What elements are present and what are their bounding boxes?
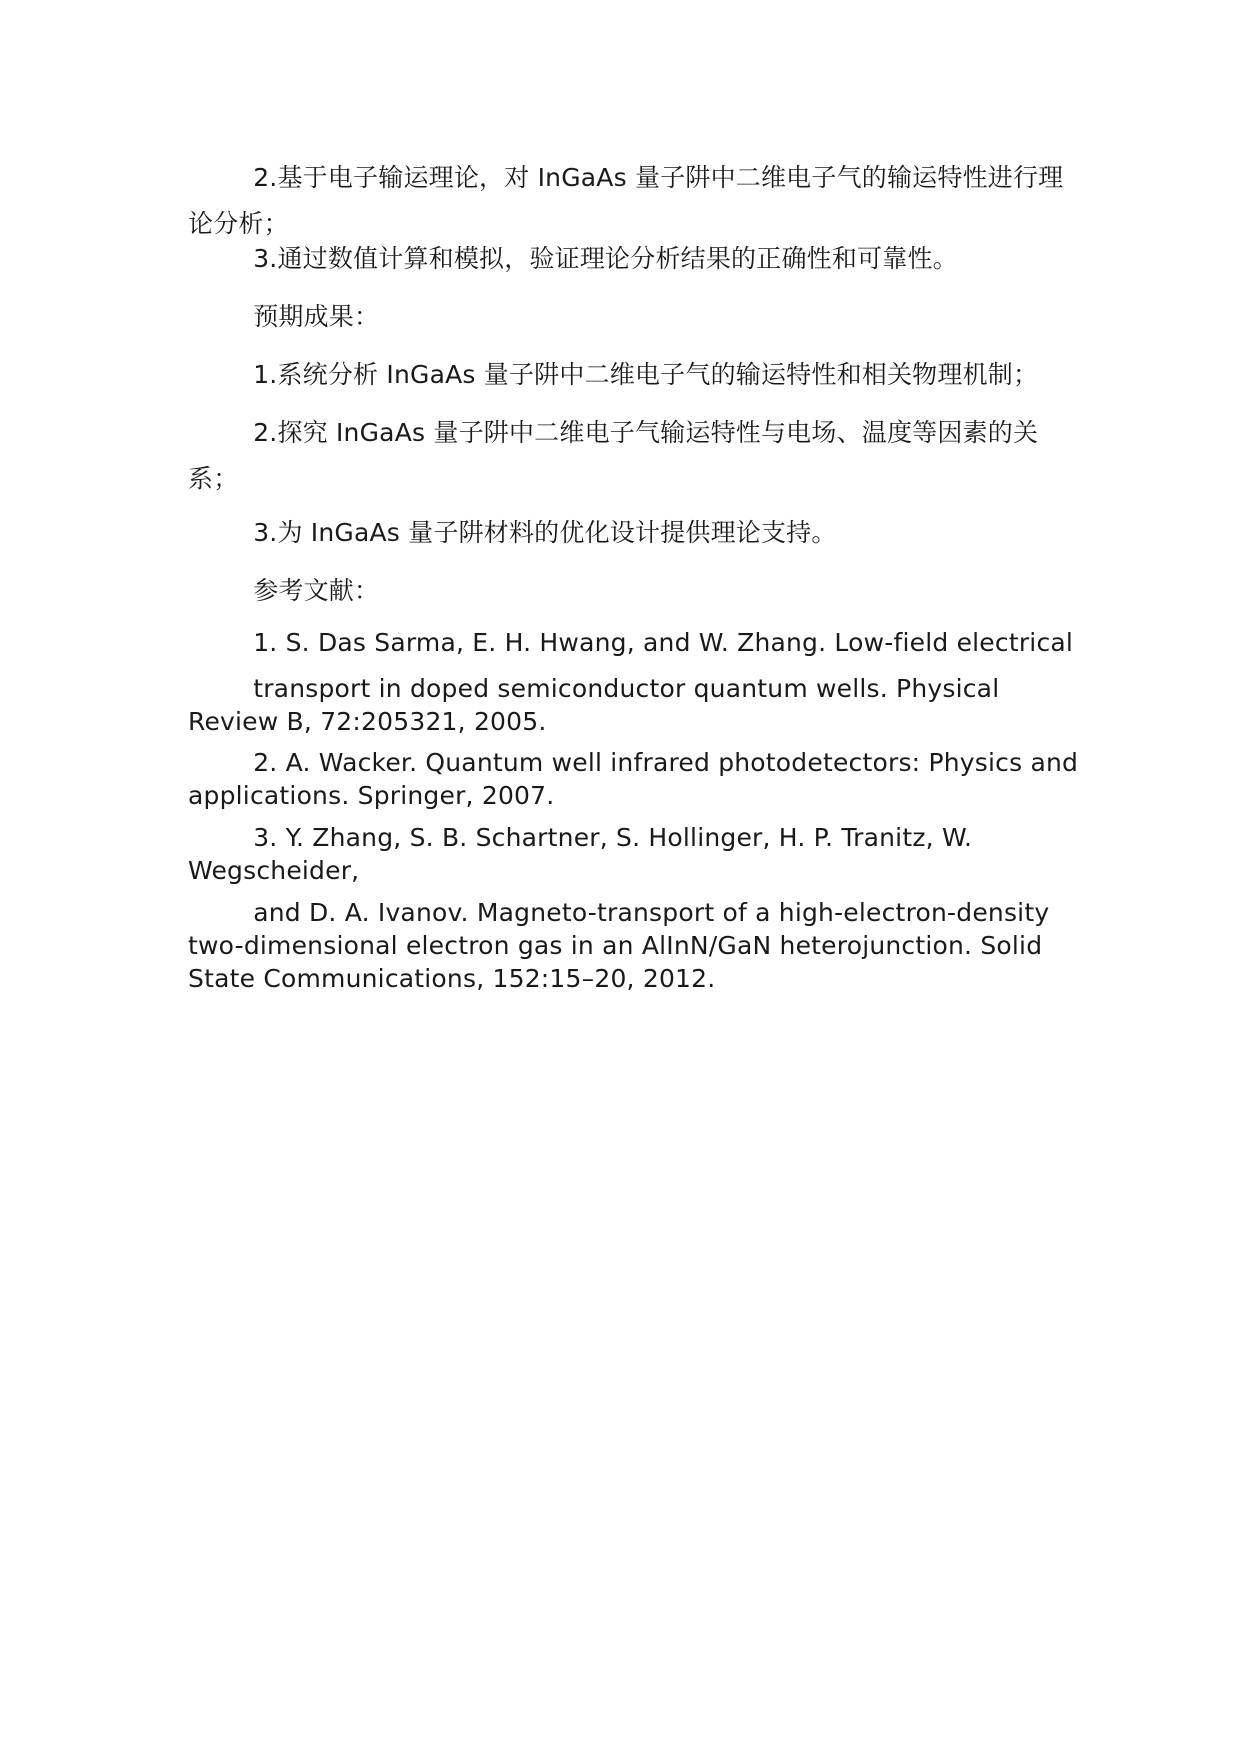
paragraph-result-3: 3.为 InGaAs 量子阱材料的优化设计提供理论支持。 <box>188 518 837 547</box>
references-heading: 参考文献： <box>188 576 380 605</box>
paragraph-method-2: 2.基于电子输运理论，对 InGaAs 量子阱中二维电子气的输运特性进行理论分析； <box>188 163 1064 238</box>
reference-2: 2. A. Wacker. Quantum well infrared photodetectors: Physics and applications. Springer, 2007. <box>188 748 1087 810</box>
expected-results-heading: 预期成果： <box>188 302 380 331</box>
paragraph-method-3: 3.通过数值计算和模拟，验证理论分析结果的正确性和可靠性。 <box>188 244 958 273</box>
paragraph-result-1: 1.系统分析 InGaAs 量子阱中二维电子气的输运特性和相关物理机制； <box>188 360 1039 389</box>
reference-3-line-1: 3. Y. Zhang, S. B. Schartner, S. Hollinger, H. P. Tranitz, W. Wegscheider, <box>188 823 981 885</box>
reference-3-line-2: and D. A. Ivanov. Magneto-transport of a high-electron-density two-dimensional electron gas in an AlInN/GaN heterojunction. Solid State Communications, 152:15–20, 2012. <box>188 898 1058 993</box>
reference-1-line-2: transport in doped semiconductor quantum wells. Physical Review B, 72:205321, 2005. <box>188 674 1008 736</box>
paragraph-result-2: 2.探究 InGaAs 量子阱中二维电子气输运特性与电场、温度等因素的关系； <box>188 418 1039 493</box>
reference-1-line-1: 1. S. Das Sarma, E. H. Hwang, and W. Zhang. Low-field electrical <box>188 628 1074 657</box>
